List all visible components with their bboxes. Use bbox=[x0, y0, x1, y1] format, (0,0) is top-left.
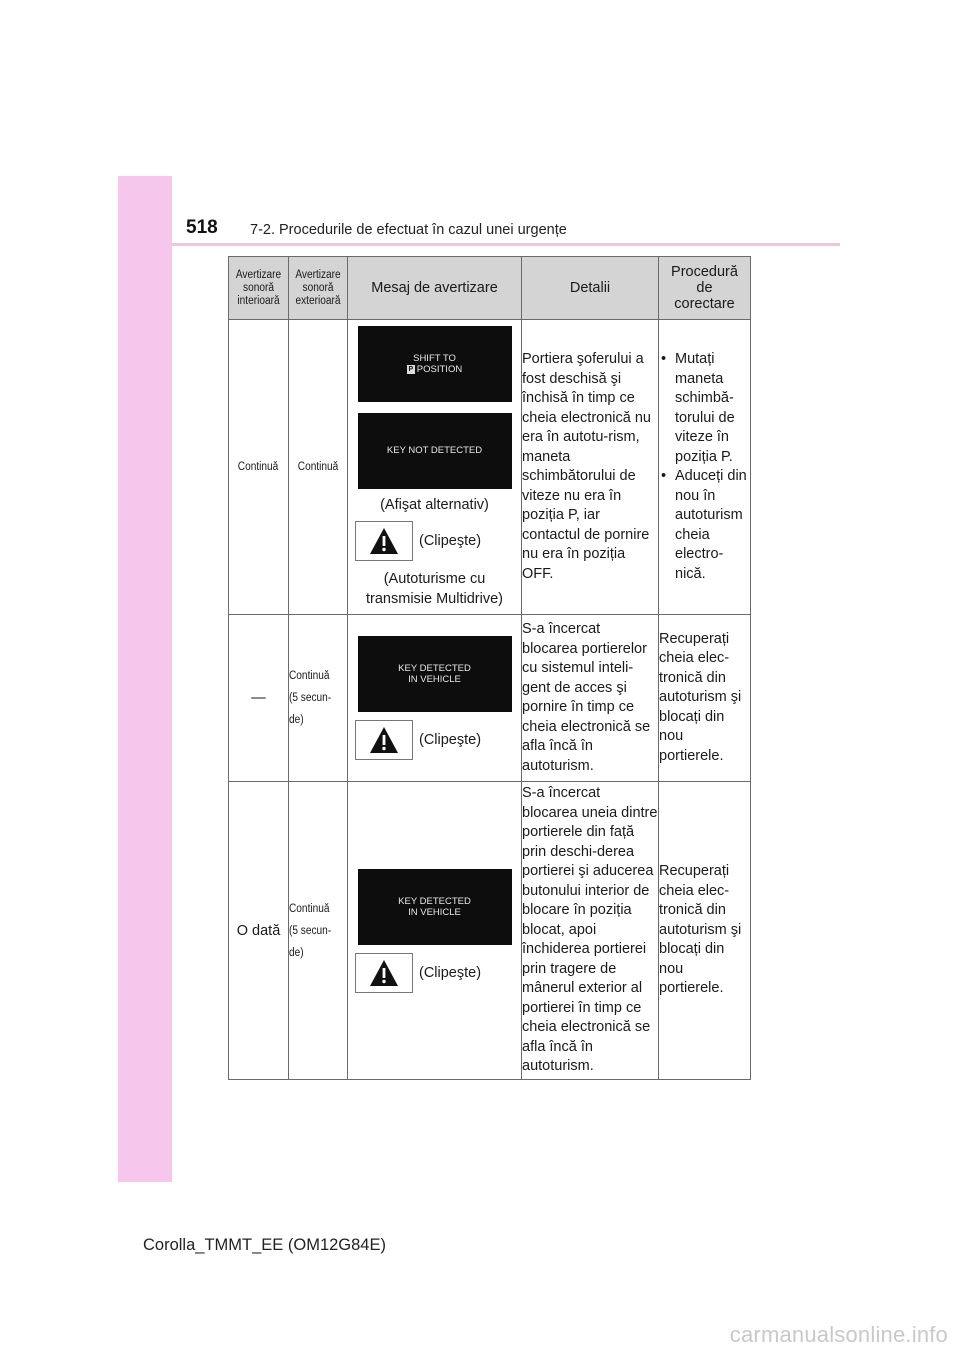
list-item: • Aduceți din nou în autoturism cheia electro-nică. bbox=[661, 468, 747, 582]
section-title: 7-2. Procedurile de efectuat în cazul unei urgențe bbox=[250, 222, 567, 238]
exterior-buzzer-cell: Continuă (5 secun- de) bbox=[289, 782, 348, 1080]
display-key-detected-in-vehicle: KEY DETECTED IN VEHICLE bbox=[358, 636, 512, 712]
p-position-icon: P bbox=[408, 365, 414, 373]
procedure-cell bbox=[659, 320, 751, 615]
watermark: carmanualsonline.info bbox=[729, 1322, 948, 1347]
blink-label: (Clipeşte) bbox=[419, 732, 482, 748]
page-number: 518 bbox=[186, 217, 218, 238]
header-exterior-buzzer: Avertizare sonoră exterioară bbox=[289, 257, 348, 320]
warning-message-cell bbox=[348, 782, 522, 1080]
header-rule bbox=[172, 243, 840, 246]
footer-model: Corolla_TMMT_EE (OM12G84E) bbox=[143, 1236, 386, 1254]
table-row bbox=[229, 615, 751, 782]
details-cell: S-a încercat blocarea portierelor cu sistemul inteli-gent de acces şi pornire în timp ce cheia electronică se afla încă în autoturism. bbox=[522, 615, 659, 782]
interior-buzzer-cell: O dată bbox=[229, 782, 289, 1080]
header-interior-buzzer: Avertizare sonoră interioară bbox=[229, 257, 289, 320]
details-cell: S-a încercat blocarea uneia dintre portierele din față prin deschi-derea portierei şi aducerea butonului interior de blocare în poziția blocat, apoi închiderea portierei prin tragere de mânerul exterior al portierei în timp ce cheia electronică se afla încă în autoturism. bbox=[522, 782, 659, 1080]
warning-message-cell bbox=[348, 320, 522, 615]
blink-label: (Clipeşte) bbox=[419, 964, 482, 981]
vehicle-note: (Autoturisme cu transmisie Multidrive) bbox=[366, 570, 503, 607]
details-cell: Portiera şoferului a fost deschisă şi închisă în timp ce cheia electronică nu era în autotu-rism, maneta schimbătorului de viteze nu era în poziția P, iar contactul de pornire nu era în poziția OFF. bbox=[522, 320, 659, 615]
table-header-row bbox=[229, 257, 751, 320]
exterior-buzzer-cell: Continuă (5 secun- de) bbox=[289, 615, 348, 782]
warning-triangle-icon bbox=[355, 953, 413, 993]
procedure-cell: Recuperați cheia elec-tronică din autoturism şi blocați din nou portierele. bbox=[659, 782, 751, 1080]
list-item: • Mutați maneta schimbă-torului de viteze în poziția P. bbox=[661, 351, 735, 465]
warning-message-cell bbox=[348, 615, 522, 782]
chapter-side-tab bbox=[118, 176, 172, 1182]
table-row bbox=[229, 782, 751, 1080]
display-key-not-detected: KEY NOT DETECTED bbox=[358, 413, 512, 489]
alternate-note: (Afişat alternativ) bbox=[380, 496, 489, 513]
interior-buzzer-cell: — bbox=[229, 615, 289, 782]
header-procedure: Procedură de corectare bbox=[659, 257, 751, 320]
warning-triangle-icon bbox=[355, 720, 413, 760]
exterior-buzzer-cell: Continuă bbox=[289, 320, 348, 615]
display-key-detected-in-vehicle: KEY DETECTED IN VEHICLE bbox=[358, 869, 512, 945]
table-row bbox=[229, 320, 751, 615]
header-details: Detalii bbox=[522, 257, 659, 320]
blink-label: (Clipeşte) bbox=[419, 532, 482, 549]
interior-buzzer-cell: Continuă bbox=[229, 320, 289, 615]
procedure-cell: Recuperați cheia elec-tronică din autoturism şi blocați din nou portierele. bbox=[659, 615, 751, 782]
warning-triangle-icon bbox=[355, 521, 413, 561]
display-shift-to-p: SHIFT TO P POSITION bbox=[358, 326, 512, 402]
warning-table bbox=[228, 256, 751, 1080]
header-warning-message: Mesaj de avertizare bbox=[348, 257, 522, 320]
